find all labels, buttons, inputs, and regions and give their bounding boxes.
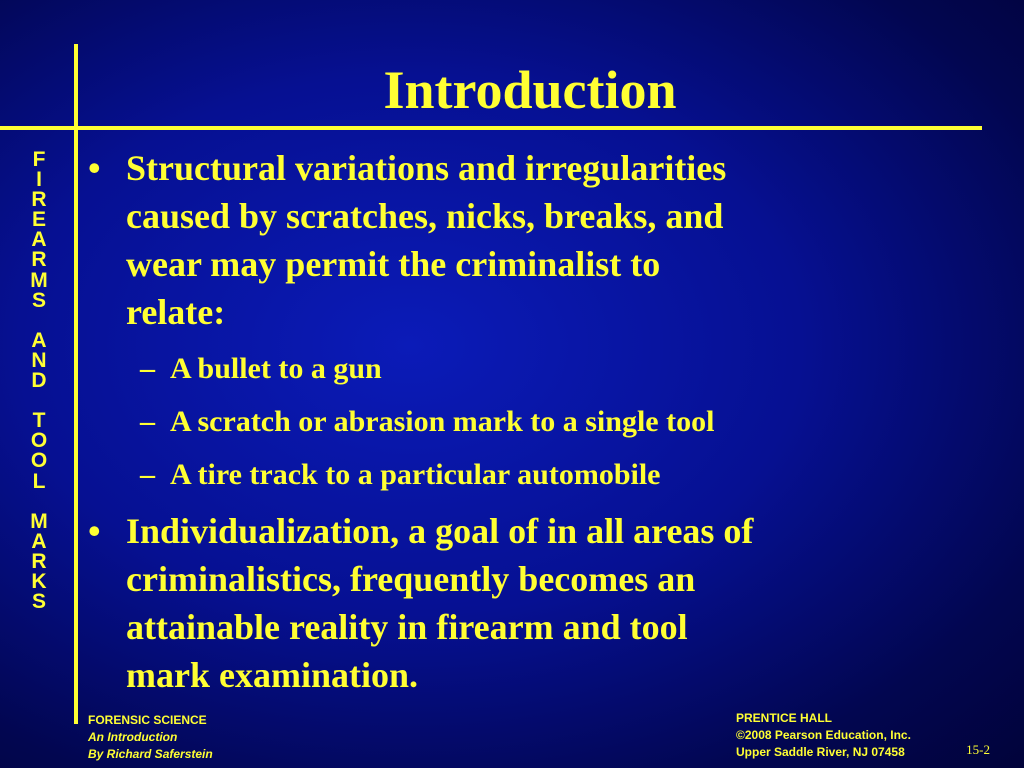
slide-title: Introduction xyxy=(383,60,677,120)
bullet-item-1 xyxy=(88,144,988,336)
side-title-letter: T xyxy=(32,409,46,433)
page-number: 15-2 xyxy=(966,742,990,757)
bullet-line: wear may permit the criminalist to xyxy=(126,244,661,284)
side-title-letter: M xyxy=(30,509,48,533)
bullet-dot: • xyxy=(88,511,101,551)
bullet-line: caused by scratches, nicks, breaks, and xyxy=(126,196,724,236)
side-title-letter xyxy=(36,391,42,411)
bullet-line: attainable reality in firearm and tool xyxy=(126,607,688,647)
side-title-letter xyxy=(36,492,42,512)
horizontal-divider-line xyxy=(0,126,982,130)
footer-publisher-info xyxy=(736,710,911,761)
bullet-line: mark examination. xyxy=(126,655,418,695)
sub-item-text: A bullet to a gun xyxy=(170,352,382,385)
bullet-line: relate: xyxy=(126,292,226,332)
footer-address: Upper Saddle River, NJ 07458 xyxy=(736,745,905,759)
bullet-line: Individualization, a goal of in all areas of xyxy=(126,511,754,551)
side-title-letter: L xyxy=(32,469,46,493)
side-title xyxy=(30,150,48,612)
side-title-letter: S xyxy=(31,590,46,614)
side-banner xyxy=(6,150,72,612)
side-title-letter: R xyxy=(31,248,47,272)
sub-list xyxy=(88,342,988,501)
sub-dash: – xyxy=(140,405,155,438)
side-title-letter xyxy=(36,311,42,331)
sub-item-3 xyxy=(88,448,988,501)
side-title-letter: A xyxy=(31,228,47,252)
footer-copyright: ©2008 Pearson Education, Inc. xyxy=(736,728,911,742)
sub-dash: – xyxy=(140,352,155,385)
side-title-letter: A xyxy=(31,529,47,553)
side-title-letter: O xyxy=(30,429,48,453)
sub-item-text: A scratch or abrasion mark to a single tool xyxy=(170,405,715,438)
side-title-letter: K xyxy=(31,569,47,593)
side-title-letter: S xyxy=(31,288,46,312)
side-title-letter: F xyxy=(32,148,46,171)
sub-item-1 xyxy=(88,342,988,395)
footer-book-info xyxy=(88,712,213,763)
footer-author: By Richard Saferstein xyxy=(88,747,213,761)
footer-publisher: PRENTICE HALL xyxy=(736,711,832,725)
bullet-line: Structural variations and irregularities xyxy=(126,148,727,188)
slide-body xyxy=(88,144,988,699)
side-title-letter: R xyxy=(31,549,47,573)
sub-item-text: A tire track to a particular automobile xyxy=(170,458,661,491)
vertical-divider-line xyxy=(74,44,78,724)
side-title-letter: O xyxy=(30,449,48,473)
footer-book-subtitle: An Introduction xyxy=(88,730,178,744)
bullet-line: criminalistics, frequently becomes an xyxy=(126,559,696,599)
side-title-letter: N xyxy=(31,348,47,372)
side-title-letter: A xyxy=(31,328,47,352)
side-title-letter: I xyxy=(36,168,42,192)
side-title-letter: D xyxy=(31,369,47,393)
bullet-item-2 xyxy=(88,507,988,699)
sub-item-2 xyxy=(88,395,988,448)
footer-book-title: FORENSIC SCIENCE xyxy=(88,713,207,727)
sub-dash: – xyxy=(140,458,155,491)
side-title-letter: R xyxy=(31,188,47,212)
side-title-letter: E xyxy=(31,208,46,232)
side-title-letter: M xyxy=(30,268,48,292)
bullet-dot: • xyxy=(88,148,101,188)
